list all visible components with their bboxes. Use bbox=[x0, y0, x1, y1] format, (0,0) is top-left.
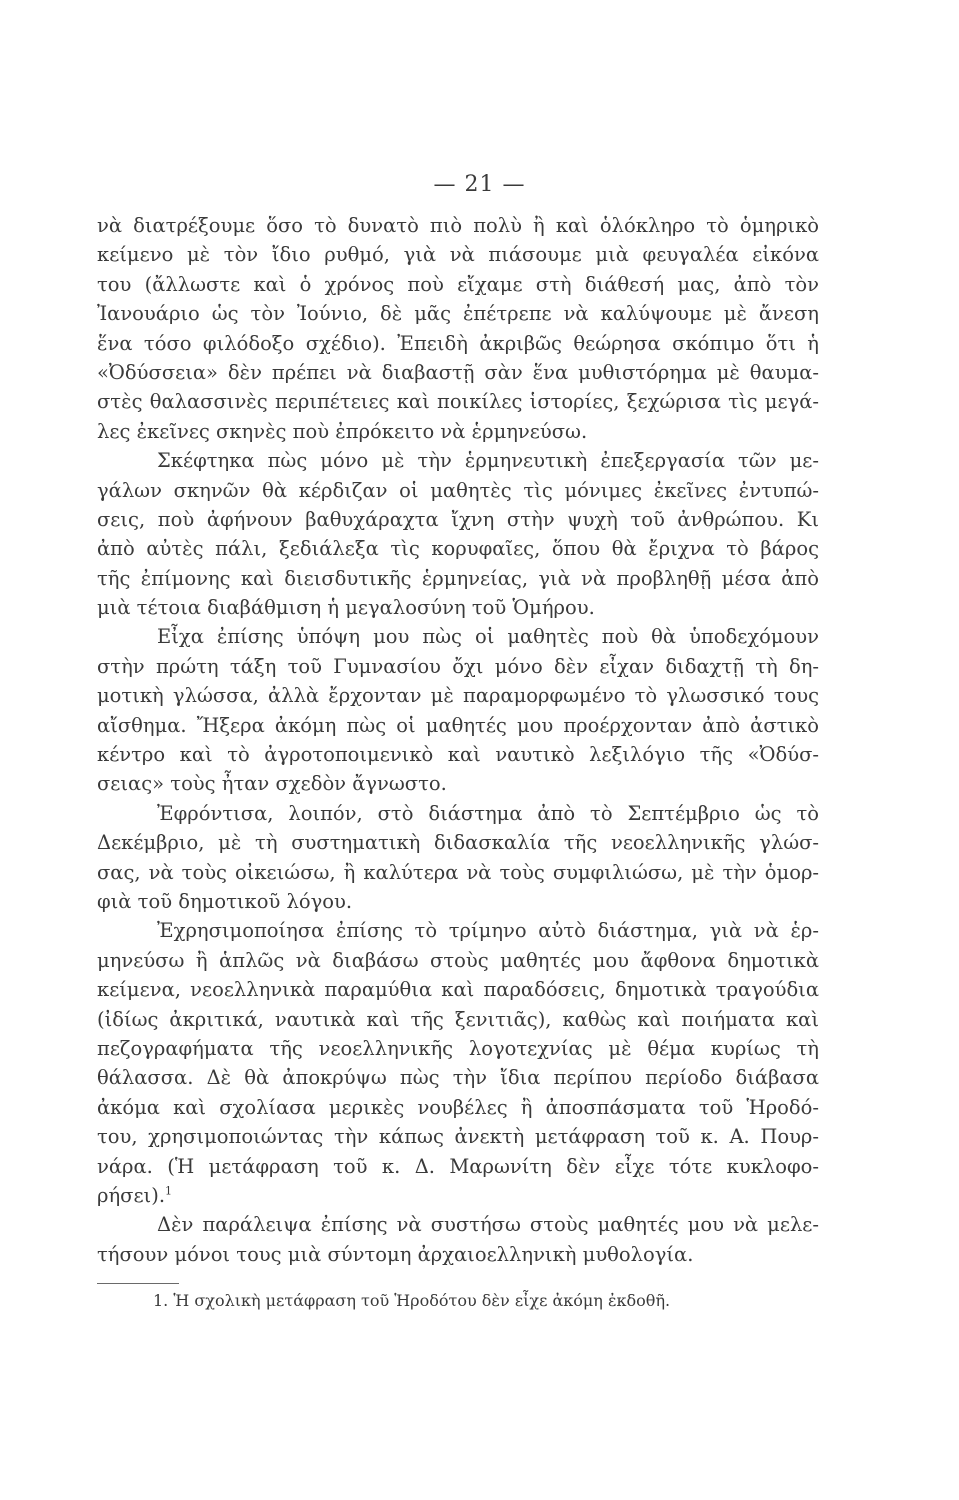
text-line: μηνεύσω ἢ ἁπλῶς νὰ διαβάσω στοὺς μαθητές μου ἄφθονα δημοτικὰ bbox=[97, 948, 819, 972]
paragraph-6 bbox=[97, 1210, 819, 1269]
text-line: σειας» τοὺς ἦταν σχεδὸν ἄγνωστο. bbox=[97, 772, 447, 796]
paragraph-3 bbox=[97, 622, 819, 798]
text-line bbox=[97, 1181, 819, 1210]
text-line: «Ὀδύσσεια» δὲν πρέπει νὰ διαβαστῇ σὰν ἕνα μυθιστόρημα μὲ θαυμα- bbox=[97, 360, 819, 384]
text-line: πεζογραφήματα τῆς νεοελληνικῆς λογοτεχνίας μὲ θέμα κυρίως τὴ bbox=[97, 1036, 819, 1060]
footnote bbox=[153, 1291, 670, 1310]
text-line: νάρα. (Ἡ μετάφραση τοῦ κ. Δ. Μαρωνίτη δὲν εἶχε τότε κυκλοφο- bbox=[97, 1154, 819, 1178]
paragraph-1 bbox=[97, 211, 819, 446]
text-line: ἀπὸ αὐτὲς πάλι, ξεδιάλεξα τὶς κορυφαῖες, ὅπου θὰ ἔριχνα τὸ βάρος bbox=[97, 537, 819, 561]
text-line: του (ἄλλωστε καὶ ὁ χρόνος ποὺ εἴχαμε στὴ διάθεσή μας, ἀπὸ τὸν bbox=[97, 272, 819, 296]
text-line: ἕνα τόσο φιλόδοξο σχέδιο). Ἐπειδὴ ἀκριβῶς θεώρησα σκόπιμο ὅτι ἡ bbox=[97, 331, 819, 355]
body-text bbox=[97, 211, 819, 1269]
text-line: μιὰ τέτοια διαβάθμιση ἡ μεγαλοσύνη τοῦ Ὁμήρου. bbox=[97, 596, 595, 620]
text-line: Σκέφτηκα πὼς μόνο μὲ τὴν ἑρμηνευτικὴ ἐπεξεργασία τῶν με- bbox=[157, 449, 819, 473]
text-line: θάλασσα. Δὲ θὰ ἀποκρύψω πὼς τὴν ἴδια περίπου περίοδο διάβασα bbox=[97, 1066, 819, 1090]
paragraph-2 bbox=[97, 446, 819, 622]
text-line: τῆς ἐπίμονης καὶ διεισδυτικῆς ἑρμηνείας, γιὰ νὰ προβληθῇ μέσα ἀπὸ bbox=[97, 566, 819, 590]
text-line: Δὲν παράλειψα ἐπίσης νὰ συστήσω στοὺς μαθητές μου νὰ μελε- bbox=[157, 1213, 819, 1237]
text-line: νὰ διατρέξουμε ὅσο τὸ δυνατὸ πιὸ πολὺ ἢ καὶ ὁλόκληρο τὸ ὁμηρικὸ bbox=[97, 214, 819, 237]
text-line: (ἰδίως ἀκριτικά, ναυτικὰ καὶ τῆς ξενιτιᾶς), καθὼς καὶ ποιήματα καὶ bbox=[97, 1007, 819, 1031]
text-line: αἴσθημα. Ἤξερα ἀκόμη πὼς οἱ μαθητές μου προέρχονταν ἀπὸ ἀστικὸ bbox=[97, 713, 819, 737]
text-line: κείμενο μὲ τὸν ἴδιο ρυθμό, γιὰ νὰ πιάσουμε μιὰ φευγαλέα εἰκόνα bbox=[97, 243, 819, 267]
text-line: γάλων σκηνῶν θὰ κέρδιζαν οἱ μαθητὲς τὶς μόνιμες ἐκεῖνες ἐντυπώ- bbox=[97, 478, 819, 502]
paragraph-4 bbox=[97, 799, 819, 917]
text-line: Δεκέμβριο, μὲ τὴ συστηματικὴ διδασκαλία τῆς νεοελληνικῆς γλώσ- bbox=[97, 831, 819, 855]
footnote-reference[interactable]: 1 bbox=[165, 1184, 173, 1198]
text-line: Ἰανουάριο ὡς τὸν Ἰούνιο, δὲ μᾶς ἐπέτρεπε νὰ καλύψουμε μὲ ἄνεση bbox=[97, 302, 819, 326]
paragraph-5 bbox=[97, 916, 819, 1210]
text-line: του, χρησιμοποιώντας τὴν κάπως ἀνεκτὴ μετάφραση τοῦ κ. Α. Πουρ- bbox=[97, 1125, 819, 1149]
text-line: μοτικὴ γλώσσα, ἀλλὰ ἔρχονταν μὲ παραμορφωμένο τὸ γλωσσικό τους bbox=[97, 684, 819, 708]
text-line: τήσουν μόνοι τους μιὰ σύντομη ἀρχαιοελληνικὴ μυθολογία. bbox=[97, 1242, 694, 1266]
text-line: ἀκόμα καὶ σχολίασα μερικὲς νουβέλες ἢ ἀποσπάσματα τοῦ Ἡροδό- bbox=[97, 1095, 819, 1119]
text-line: Ἐφρόντισα, λοιπόν, στὸ διάστημα ἀπὸ τὸ Σεπτέμβριο ὡς τὸ bbox=[157, 801, 819, 825]
text-line: σεις, ποὺ ἀφήνουν βαθυχάραχτα ἴχνη στὴν ψυχὴ τοῦ ἀνθρώπου. Κι bbox=[97, 507, 819, 531]
footnote-divider bbox=[97, 1283, 179, 1284]
text-line: φιὰ τοῦ δημοτικοῦ λόγου. bbox=[97, 889, 353, 913]
footnote-marker: 1. bbox=[153, 1291, 169, 1310]
text-line: κέντρο καὶ τὸ ἀγροτοποιμενικὸ καὶ ναυτικὸ λεξιλόγιο τῆς «Ὀδύσ- bbox=[97, 743, 819, 767]
text-line: Εἶχα ἐπίσης ὑπόψη μου πὼς οἱ μαθητὲς ποὺ θὰ ὑποδεχόμουν bbox=[157, 625, 819, 649]
text-line: στὴν πρώτη τάξη τοῦ Γυμνασίου ὄχι μόνο δὲν εἶχαν διδαχτῇ τὴ δη- bbox=[97, 654, 819, 678]
text-line: Ἐχρησιμοποίησα ἐπίσης τὸ τρίμηνο αὐτὸ διάστημα, γιὰ νὰ ἑρ- bbox=[157, 919, 819, 943]
text-line: σας, νὰ τοὺς οἰκειώσω, ἢ καλύτερα νὰ τοὺς συμφιλιώσω, μὲ τὴν ὁμορ- bbox=[97, 860, 819, 884]
text-line: κείμενα, νεοελληνικὰ παραμύθια καὶ παραδόσεις, δημοτικὰ τραγούδια bbox=[97, 978, 819, 1002]
page-number: — 21 — bbox=[433, 172, 526, 197]
text-line-content: ρήσει). bbox=[97, 1183, 166, 1207]
text-line: στὲς θαλασσινὲς περιπέτειες καὶ ποικίλες ἱστορίες, ξεχώρισα τὶς μεγά- bbox=[97, 390, 819, 414]
text-line: λες ἐκεῖνες σκηνὲς ποὺ ἐπρόκειτο νὰ ἑρμηνεύσω. bbox=[97, 419, 588, 443]
footnote-text: Ἡ σχολικὴ μετάφραση τοῦ Ἡροδότου δὲν εἶχε ἀκόμη ἐκδοθῆ. bbox=[173, 1291, 671, 1310]
